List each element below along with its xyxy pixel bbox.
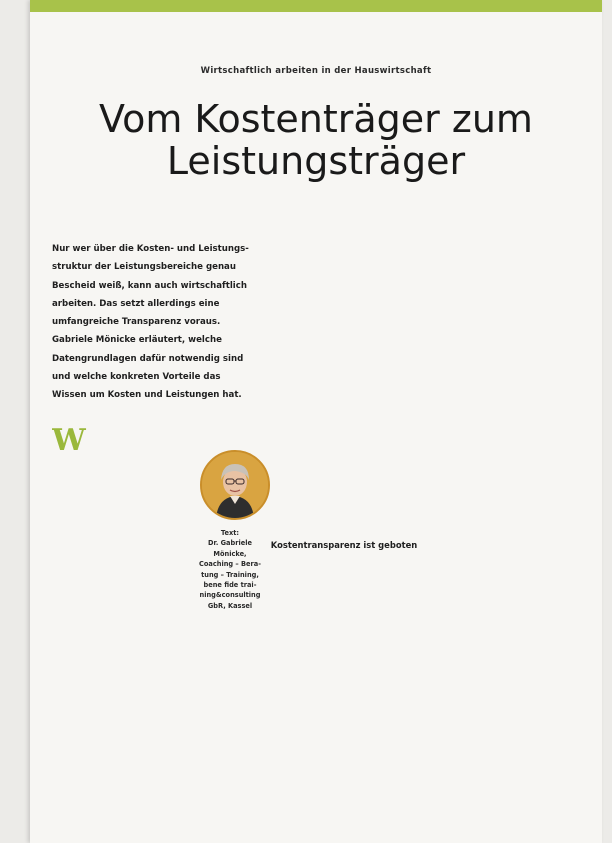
drop-cap: W <box>52 427 86 458</box>
margin-note <box>591 520 599 720</box>
section-subheading: Kostentransparenz ist geboten <box>270 540 418 550</box>
article-title-line-1: Vom Kostenträger zum <box>99 97 533 141</box>
author-portrait-image <box>202 452 268 518</box>
caption-line: Text: <box>220 529 240 537</box>
magazine-page <box>30 0 602 843</box>
caption-line: Mönicke, <box>213 549 247 558</box>
caption-line: Dr. Gabriele <box>208 539 252 548</box>
caption-line: bene fide trai- <box>203 581 257 590</box>
lead-line: arbeiten. Das setzt allerdings eine <box>52 298 220 309</box>
lead-line: Bescheid weiß, kann auch wirtschaftlich <box>52 280 247 291</box>
lead-line: umfangreiche Transparenz voraus. <box>52 317 221 328</box>
caption-line: Coaching – Bera- <box>199 560 261 569</box>
body-column-right <box>428 240 576 760</box>
article-title-line-2: Leistungsträger <box>166 139 466 183</box>
author-caption <box>180 528 280 611</box>
lead-line: Nur wer über die Kosten- und Leistungs- <box>52 244 249 254</box>
lead-line: struktur der Leistungsbereiche genau <box>52 262 236 273</box>
article-title <box>30 98 602 182</box>
page-footer <box>30 816 602 830</box>
article-kicker: Wirtschaftlich arbeiten in der Hauswirtschaft <box>200 66 432 76</box>
body-column-left <box>52 427 172 757</box>
caption-line: GbR, Kassel <box>207 601 253 610</box>
lead-line: und welche konkreten Vorteile das <box>52 372 221 383</box>
article-lead <box>52 240 288 405</box>
lead-line: Datengrundlagen dafür notwendig sind <box>52 353 244 364</box>
caption-line: tung – Training, <box>201 570 259 579</box>
lead-line: Gabriele Mönicke erläutert, welche <box>52 335 222 346</box>
caption-line: ning&consulting <box>199 591 261 600</box>
section-band <box>30 0 602 12</box>
body-text-block <box>270 240 418 533</box>
author-portrait <box>200 450 270 520</box>
lead-line: Wissen um Kosten und Leistungen hat. <box>52 390 242 401</box>
body-column-middle <box>270 240 418 760</box>
